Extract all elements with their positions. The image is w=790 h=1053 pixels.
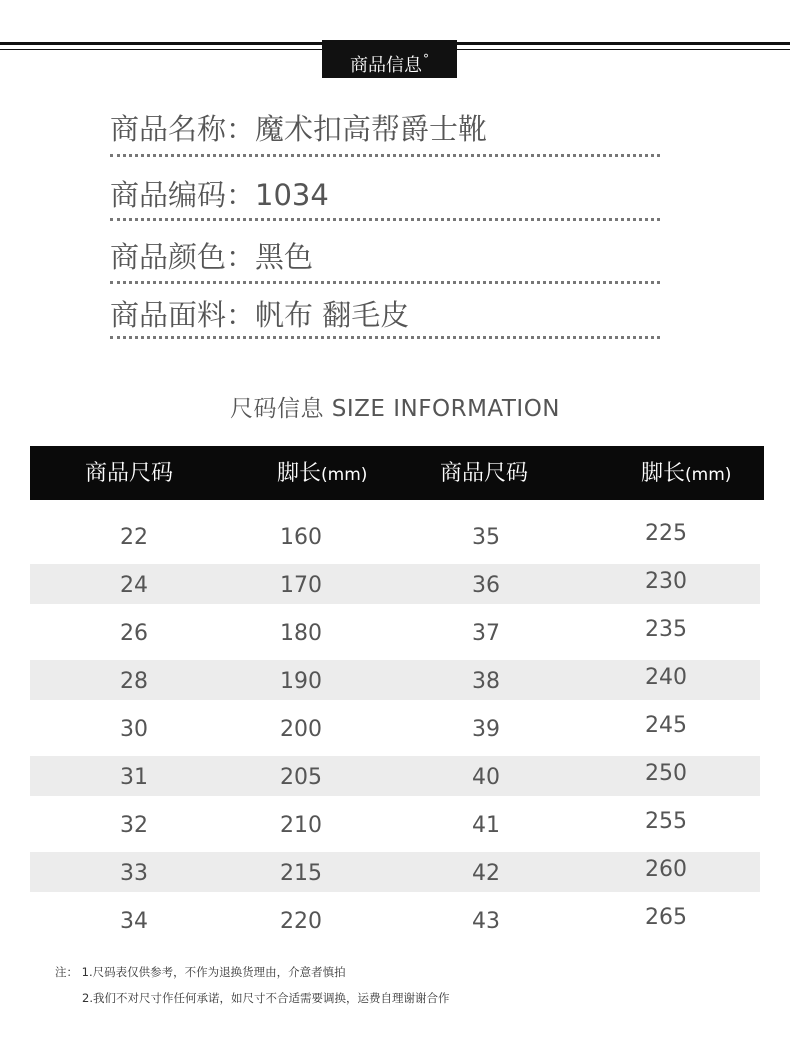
dotted-divider bbox=[110, 154, 660, 157]
length-cell: 220 bbox=[280, 909, 322, 934]
header-length-2: 脚长(mm) bbox=[641, 461, 732, 486]
size-cell: 36 bbox=[472, 573, 500, 598]
size-cell: 41 bbox=[472, 813, 500, 838]
size-table-header bbox=[30, 446, 764, 500]
header-size-2: 商品尺码 bbox=[440, 461, 529, 486]
note-line-1: 注： 1.尺码表仅供参考，不作为退换货理由，介意者慎拍 bbox=[55, 965, 346, 979]
size-cell: 35 bbox=[472, 525, 500, 550]
size-heading: 尺码信息 SIZE INFORMATION bbox=[229, 396, 561, 422]
size-cell: 37 bbox=[472, 621, 500, 646]
product-color: 商品颜色：黑色 bbox=[110, 240, 314, 274]
header-size-1: 商品尺码 bbox=[85, 461, 174, 486]
size-cell: 34 bbox=[120, 909, 148, 934]
size-cell: 22 bbox=[120, 525, 148, 550]
table-row bbox=[30, 756, 760, 796]
length-cell: 190 bbox=[280, 669, 322, 694]
size-cell: 24 bbox=[120, 573, 148, 598]
length-cell: 215 bbox=[280, 861, 322, 886]
table-row bbox=[30, 518, 760, 558]
table-row bbox=[30, 852, 760, 892]
table-row bbox=[30, 806, 760, 846]
product-code: 商品编码：1034 bbox=[110, 178, 329, 212]
dotted-divider bbox=[110, 218, 660, 221]
table-row bbox=[30, 902, 760, 942]
section-header bbox=[322, 40, 457, 78]
size-cell: 31 bbox=[120, 765, 148, 790]
size-cell: 28 bbox=[120, 669, 148, 694]
size-cell: 26 bbox=[120, 621, 148, 646]
product-material: 商品面料：帆布 翻毛皮 bbox=[110, 298, 410, 332]
table-row bbox=[30, 614, 760, 654]
section-header-mark: ° bbox=[423, 52, 429, 66]
section-header-title: 商品信息 bbox=[350, 55, 422, 76]
size-cell: 43 bbox=[472, 909, 500, 934]
length-cell: 210 bbox=[280, 813, 322, 838]
length-cell: 230 bbox=[645, 569, 687, 594]
length-cell: 240 bbox=[645, 665, 687, 690]
length-cell: 200 bbox=[280, 717, 322, 742]
size-cell: 38 bbox=[472, 669, 500, 694]
length-cell: 225 bbox=[645, 521, 687, 546]
length-cell: 255 bbox=[645, 809, 687, 834]
size-cell: 42 bbox=[472, 861, 500, 886]
table-row bbox=[30, 660, 760, 700]
size-cell: 40 bbox=[472, 765, 500, 790]
dotted-divider bbox=[110, 336, 660, 339]
length-cell: 235 bbox=[645, 617, 687, 642]
length-cell: 260 bbox=[645, 857, 687, 882]
table-row bbox=[30, 564, 760, 604]
table-row bbox=[30, 710, 760, 750]
product-name: 商品名称：魔术扣高帮爵士靴 bbox=[110, 112, 488, 146]
header-length-1: 脚长(mm) bbox=[277, 461, 368, 486]
dotted-divider bbox=[110, 281, 660, 284]
length-cell: 205 bbox=[280, 765, 322, 790]
length-cell: 245 bbox=[645, 713, 687, 738]
length-cell: 170 bbox=[280, 573, 322, 598]
size-cell: 30 bbox=[120, 717, 148, 742]
size-cell: 33 bbox=[120, 861, 148, 886]
note-line-2: 2.我们不对尺寸作任何承诺，如尺寸不合适需要调换，运费自理谢谢合作 bbox=[82, 991, 450, 1005]
size-cell: 39 bbox=[472, 717, 500, 742]
length-cell: 180 bbox=[280, 621, 322, 646]
length-cell: 160 bbox=[280, 525, 322, 550]
length-cell: 265 bbox=[645, 905, 687, 930]
length-cell: 250 bbox=[645, 761, 687, 786]
size-cell: 32 bbox=[120, 813, 148, 838]
